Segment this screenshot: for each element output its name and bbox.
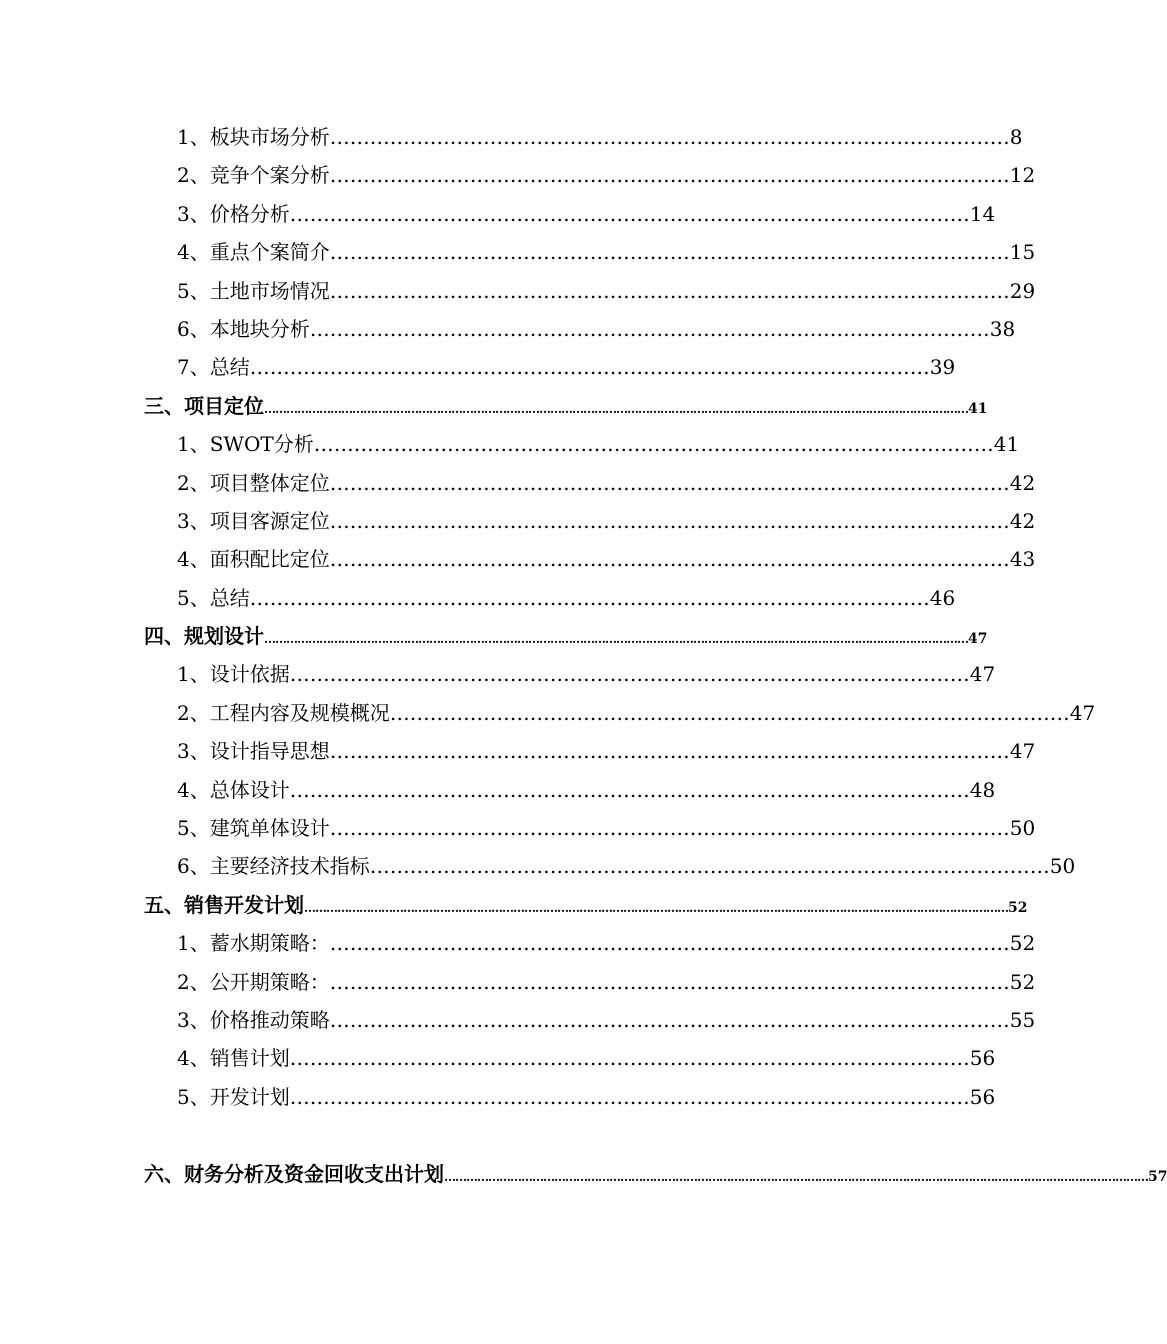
toc-entry[interactable] — [0, 502, 1036, 540]
toc-entry-page: 14 — [969, 201, 996, 226]
dot-leader: ………………………………………………………………………………………… — [369, 854, 1050, 879]
toc-entry-page: 56 — [969, 1046, 996, 1071]
dot-leader: ………………………………………………………………………………………………………………………………………………………………………… — [304, 900, 1008, 915]
toc-section-heading[interactable] — [0, 617, 988, 655]
toc-entry-page: 55 — [1009, 1007, 1036, 1032]
dot-leader: ………………………………………………………………………………………………………………………………………………………………………… — [444, 1170, 1148, 1185]
dot-leader: ………………………………………………………………………………………… — [329, 931, 1010, 956]
toc-entry-page: 42 — [1009, 470, 1036, 495]
toc-entry-label: 1、设计依据 — [177, 662, 290, 687]
toc-entry[interactable] — [0, 540, 1036, 578]
dot-leader: ………………………………………………………………………………………… — [329, 1007, 1010, 1032]
toc-section-heading[interactable] — [0, 1155, 1167, 1193]
toc-entry-label: 3、设计指导思想 — [177, 739, 330, 764]
toc-entry[interactable] — [0, 1001, 1036, 1039]
toc-entry-label: 5、总结 — [177, 585, 250, 610]
toc-entry[interactable] — [0, 809, 1036, 847]
spacer — [0, 1116, 950, 1155]
toc-entry-page: 52 — [1009, 969, 1036, 994]
dot-leader: ………………………………………………………………………………………… — [329, 739, 1010, 764]
toc-entry-label: 2、工程内容及规模概况 — [177, 700, 390, 725]
toc-entry[interactable] — [0, 655, 996, 693]
toc-entry[interactable] — [0, 924, 1036, 962]
toc-section-label: 三、项目定位 — [144, 393, 264, 418]
toc-entry[interactable] — [0, 118, 1023, 156]
toc-entry[interactable] — [0, 847, 1076, 885]
dot-leader: ………………………………………………………………………………………… — [289, 1084, 970, 1109]
toc-entry-page: 47 — [1009, 739, 1036, 764]
toc-entry[interactable] — [0, 195, 996, 233]
toc-entry-label: 2、竞争个案分析 — [177, 163, 330, 188]
dot-leader: ………………………………………………………………………………………… — [329, 969, 1010, 994]
dot-leader: ………………………………………………………………………………………… — [249, 585, 930, 610]
toc-entry[interactable] — [0, 156, 1036, 194]
dot-leader: ………………………………………………………………………………………… — [329, 470, 1010, 495]
toc-entry-label: 4、面积配比定位 — [177, 547, 330, 572]
toc-entry-page: 47 — [1069, 700, 1096, 725]
toc-entry-page: 42 — [1009, 508, 1036, 533]
dot-leader: ………………………………………………………………………………………… — [329, 125, 1010, 149]
toc-entry[interactable] — [0, 348, 956, 386]
toc-entry-label: 6、本地块分析 — [177, 316, 310, 341]
dot-leader: ………………………………………………………………………………………… — [289, 777, 970, 802]
toc-entry-label: 5、土地市场情况 — [177, 278, 330, 303]
toc-entry[interactable] — [0, 1078, 996, 1116]
toc-entry-label: 5、开发计划 — [177, 1084, 290, 1109]
dot-leader: ………………………………………………………………………………………… — [329, 278, 1010, 303]
toc-entry-page: 50 — [1049, 854, 1076, 879]
toc-entry-label: 3、项目客源定位 — [177, 508, 330, 533]
toc-entry-page: 8 — [1009, 125, 1023, 149]
toc-entry-label: 4、总体设计 — [177, 777, 290, 802]
toc-entry-label: 5、建筑单体设计 — [177, 816, 330, 841]
toc-entry-label: 4、重点个案简介 — [177, 240, 330, 265]
toc-entry-label: 3、价格分析 — [177, 201, 290, 226]
dot-leader: ………………………………………………………………………………………………………………………………………………………………………… — [264, 401, 968, 416]
toc-entry-label: 1、板块市场分析 — [177, 125, 330, 149]
toc-entry-page: 29 — [1009, 278, 1036, 303]
toc-entry[interactable] — [0, 310, 1016, 348]
toc-section-heading[interactable] — [0, 387, 988, 425]
toc-entry-page: 43 — [1009, 547, 1036, 572]
toc-entry[interactable] — [0, 464, 1036, 502]
toc-entry-page: 47 — [969, 662, 996, 687]
toc-entry-page: 46 — [929, 585, 956, 610]
dot-leader: ………………………………………………………………………………………… — [389, 700, 1070, 725]
toc-entry-page: 48 — [969, 777, 996, 802]
toc-entry[interactable] — [0, 732, 1036, 770]
toc-entry-label: 2、项目整体定位 — [177, 470, 330, 495]
dot-leader: ………………………………………………………………………………………… — [329, 240, 1010, 265]
dot-leader: ………………………………………………………………………………………… — [289, 662, 970, 687]
toc-section-label: 六、财务分析及资金回收支出计划 — [144, 1162, 444, 1187]
dot-leader: ………………………………………………………………………………………… — [329, 508, 1010, 533]
dot-leader: ………………………………………………………………………………………… — [329, 816, 1010, 841]
toc-section-page: 52 — [1008, 899, 1028, 916]
toc-entry-label: 1、SWOT分析 — [177, 432, 314, 457]
dot-leader: ………………………………………………………………………………………… — [329, 547, 1010, 572]
toc-entry-page: 15 — [1009, 240, 1036, 265]
toc-section-page: 47 — [968, 631, 988, 648]
toc-section-page: 41 — [968, 400, 988, 417]
toc-entry[interactable] — [0, 425, 1020, 463]
toc-entry-label: 2、公开期策略： — [177, 969, 330, 994]
toc-entry-label: 4、销售计划 — [177, 1046, 290, 1071]
toc-entry[interactable] — [0, 1039, 996, 1077]
toc-entry[interactable] — [0, 771, 996, 809]
toc-entry-page: 52 — [1009, 931, 1036, 956]
dot-leader: ………………………………………………………………………………………… — [329, 163, 1010, 188]
toc-entry-page: 41 — [993, 432, 1020, 457]
toc-entry-page: 50 — [1009, 816, 1036, 841]
toc-entry-page: 12 — [1009, 163, 1036, 188]
toc-entry-label: 6、主要经济技术指标 — [177, 854, 370, 879]
dot-leader: ………………………………………………………………………………………… — [313, 432, 994, 457]
toc-entry[interactable] — [0, 694, 1096, 732]
dot-leader: ………………………………………………………………………………………… — [249, 355, 930, 380]
toc-entry-page: 56 — [969, 1084, 996, 1109]
table-of-contents — [0, 118, 1167, 1194]
toc-entry[interactable] — [0, 233, 1036, 271]
toc-entry-label: 7、总结 — [177, 355, 250, 380]
dot-leader: ………………………………………………………………………………………… — [289, 1046, 970, 1071]
toc-entry-label: 3、价格推动策略 — [177, 1007, 330, 1032]
toc-entry[interactable] — [0, 272, 1036, 310]
toc-section-label: 五、销售开发计划 — [144, 892, 304, 917]
toc-section-page: 57 — [1148, 1169, 1167, 1186]
toc-entry-page: 39 — [929, 355, 956, 380]
toc-section-label: 四、规划设计 — [144, 624, 264, 649]
toc-entry-page: 38 — [989, 316, 1016, 341]
dot-leader: ………………………………………………………………………………………………………………………………………………………………………… — [264, 632, 968, 647]
toc-entry[interactable] — [0, 579, 956, 617]
toc-entry[interactable] — [0, 963, 1036, 1001]
dot-leader: ………………………………………………………………………………………… — [309, 316, 990, 341]
dot-leader: ………………………………………………………………………………………… — [289, 201, 970, 226]
toc-section-heading[interactable] — [0, 886, 1028, 924]
toc-entry-label: 1、蓄水期策略： — [177, 931, 330, 956]
